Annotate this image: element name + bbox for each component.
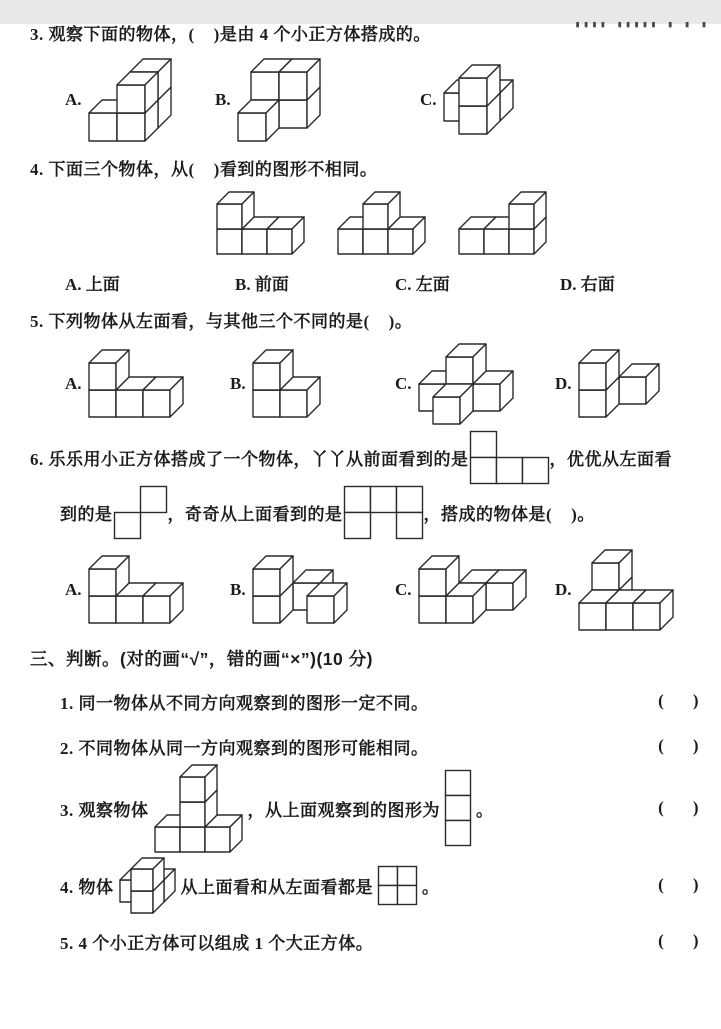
q5-option-c	[395, 342, 555, 426]
q5-option-d-label: D.	[555, 373, 572, 393]
q4-figure-2	[336, 190, 427, 256]
judgment-item-4	[30, 856, 699, 915]
question-4-text: 4. 下面三个物体，从( )看到的图形不相同。	[30, 159, 378, 179]
judgment-item-4-text-mid: 从上面看和从左面看都是	[180, 877, 373, 897]
q3-option-c	[420, 63, 515, 136]
q5-option-a-cube-figure	[87, 348, 185, 419]
judgment-item-5	[30, 929, 699, 954]
q4-option-c: C. 左面	[395, 274, 450, 294]
judgment-item-5-answer-blank: ( )	[658, 931, 699, 951]
question-4	[30, 159, 699, 295]
judgment-item-1-text: 1. 同一物体从不同方向观察到的图形一定不同。	[60, 693, 429, 713]
q3-option-b	[215, 57, 420, 143]
judgment-item-4-text-pre: 4. 物体	[60, 877, 114, 897]
question-3-text: 3. 观察下面的物体，( )是由 4 个小正方体搭成的。	[30, 25, 431, 44]
judgment-item-4-cube-figure	[118, 856, 177, 915]
q5-option-b-cube-figure	[251, 348, 322, 419]
q5-option-a	[65, 348, 230, 419]
judgment-item-5-text: 5. 4 个小正方体可以组成 1 个大正方体。	[60, 933, 374, 953]
q4-figure-1	[215, 190, 306, 256]
q4-option-a: A. 上面	[65, 274, 120, 294]
q5-option-b	[230, 348, 395, 419]
q6-text-part-4: ，奇奇从上面看到的是	[167, 504, 343, 524]
q6-option-c-cube-figure	[417, 554, 528, 625]
q3-option-a	[65, 57, 215, 143]
worksheet-page	[0, 18, 721, 1029]
question-6	[30, 430, 699, 632]
judgment-item-1-answer-blank: ( )	[658, 691, 699, 711]
question-5-options	[65, 342, 699, 426]
q6-left-view-figure	[113, 485, 168, 540]
judgment-item-1	[30, 689, 699, 714]
q3-option-b-label: B.	[215, 89, 231, 109]
q3-option-c-label: C.	[420, 89, 437, 109]
judgment-item-3-content	[60, 763, 494, 854]
q6-top-view-figure	[343, 485, 424, 540]
question-6-line-1	[30, 430, 699, 485]
q5-option-c-label: C.	[395, 373, 412, 393]
judgment-heading: 三、判断。(对的画“√”，错的画“×”)(10 分)	[30, 648, 373, 669]
q3-option-c-cube-figure	[442, 63, 515, 136]
q6-text-part-3: 到的是	[60, 504, 113, 524]
judgment-item-4-text-post: 。	[422, 877, 440, 897]
question-4-figures	[215, 190, 699, 256]
section-judgment	[30, 646, 699, 954]
q6-option-a-cube-figure	[87, 554, 185, 625]
q6-text-part-5: ，搭成的物体是( )。	[423, 504, 595, 524]
judgment-item-4-content	[60, 856, 440, 915]
judgment-item-3-view-figure	[444, 769, 472, 847]
judgment-item-4-view-figure	[377, 865, 418, 906]
judgment-item-3-text-post: 。	[476, 800, 494, 820]
q5-option-c-cube-figure	[417, 342, 515, 426]
q6-front-view-figure	[469, 430, 550, 485]
page-header-cropped-text: ▖▖▖▖ ▖▖▖▖▖ ▖ ▖ ▖	[576, 18, 711, 28]
judgment-item-3-cube-figure	[153, 763, 244, 854]
judgment-item-4-answer-blank: ( )	[658, 875, 699, 895]
q3-option-a-label: A.	[65, 89, 82, 109]
q6-option-b-label: B.	[230, 579, 246, 599]
question-5	[30, 311, 699, 426]
q4-option-d: D. 右面	[560, 274, 615, 294]
q6-option-a-label: A.	[65, 579, 82, 599]
judgment-item-3-text-mid: ，从上面观察到的图形为	[247, 800, 440, 820]
q4-option-b: B. 前面	[235, 274, 289, 294]
q5-option-d-cube-figure	[577, 348, 661, 419]
judgment-item-3	[30, 763, 699, 854]
q6-option-c-label: C.	[395, 579, 412, 599]
q6-option-b-cube-figure	[251, 554, 349, 625]
q6-option-d	[555, 548, 675, 632]
judgment-item-2	[30, 734, 699, 759]
q6-option-d-label: D.	[555, 579, 572, 599]
q6-text-part-2: ，优优从左面看	[549, 449, 672, 469]
question-4-options	[65, 270, 699, 295]
question-6-line-2	[30, 485, 699, 540]
judgment-item-2-answer-blank: ( )	[658, 736, 699, 756]
q6-option-b	[230, 554, 395, 625]
question-3	[30, 24, 699, 143]
q6-option-a	[65, 554, 230, 625]
q5-option-d	[555, 348, 661, 419]
judgment-item-2-text: 2. 不同物体从同一方向观察到的图形可能相同。	[60, 738, 429, 758]
q3-option-b-cube-figure	[236, 57, 322, 143]
q5-option-a-label: A.	[65, 373, 82, 393]
judgment-item-3-text-pre: 3. 观察物体	[60, 800, 149, 820]
question-6-options	[65, 548, 699, 632]
q6-option-d-cube-figure	[577, 548, 675, 632]
question-5-text: 5. 下列物体从左面看，与其他三个不同的是( )。	[30, 311, 413, 331]
question-3-options	[65, 57, 699, 143]
q4-figure-3	[457, 190, 548, 256]
q6-text-part-1: 6. 乐乐用小正方体搭成了一个物体，丫丫从前面看到的是	[30, 449, 469, 469]
q5-option-b-label: B.	[230, 373, 246, 393]
judgment-item-3-answer-blank: ( )	[658, 798, 699, 818]
q3-option-a-cube-figure	[87, 57, 173, 143]
q6-option-c	[395, 554, 555, 625]
